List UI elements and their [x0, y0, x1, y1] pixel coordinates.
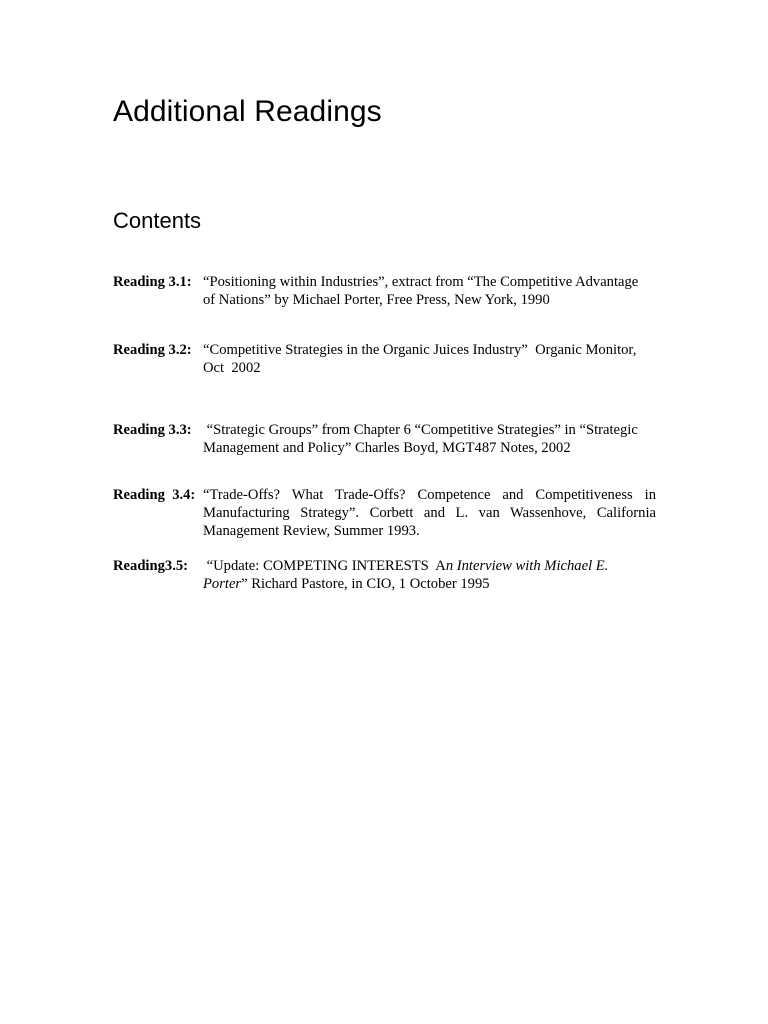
reading-3-3 — [113, 421, 656, 457]
reading-text-line: “Competitive Strategies in the Organic Juices Industry” Organic Monitor, — [203, 342, 637, 358]
reading-text — [203, 557, 656, 593]
reading-label: Reading 3.2: — [113, 342, 192, 358]
reading-label: Reading 3.3: — [113, 422, 192, 438]
reading-text-line — [203, 575, 656, 593]
reading-3-5 — [113, 557, 656, 593]
reading-text-line: Management and Policy” Charles Boyd, MGT487 Notes, 2002 — [203, 440, 571, 456]
reading-text-line: Oct 2002 — [203, 360, 261, 376]
reading-3-1 — [113, 273, 656, 309]
reading-text — [203, 273, 656, 309]
reading-label: Reading 3.1: — [113, 274, 192, 290]
reading-label: Reading3.5: — [113, 558, 188, 574]
reading-text-line: “Positioning within Industries”, extract from “The Competitive Advantage — [203, 274, 639, 290]
reading-text-roman: ” Richard Pastore, in CIO, 1 October 1995 — [241, 576, 490, 592]
reading-text-line — [203, 557, 656, 575]
reading-text-italic: Porter — [203, 576, 242, 592]
reading-3-4 — [113, 486, 656, 540]
contents-heading: Contents — [113, 208, 202, 233]
reading-text-line: of Nations” by Michael Porter, Free Press, New York, 1990 — [203, 292, 550, 308]
reading-label: Reading 3.4: — [113, 487, 196, 503]
reading-text-line: “Strategic Groups” from Chapter 6 “Competitive Strategies” in “Strategic — [203, 422, 638, 438]
page-title: Additional Readings — [113, 95, 382, 128]
reading-text: “Trade-Offs? What Trade-Offs? Competence and Competitiveness in Manufacturing Strategy”. Corbett and L. van Wassenhove, California Management Review, Summer 1993. — [203, 487, 656, 539]
reading-text-roman: “Update: COMPETING INTERESTS A — [203, 558, 446, 574]
reading-3-2 — [113, 341, 656, 377]
reading-text — [203, 341, 656, 377]
reading-text — [203, 421, 656, 457]
reading-text-italic: n Interview with Michael E. — [445, 558, 609, 574]
